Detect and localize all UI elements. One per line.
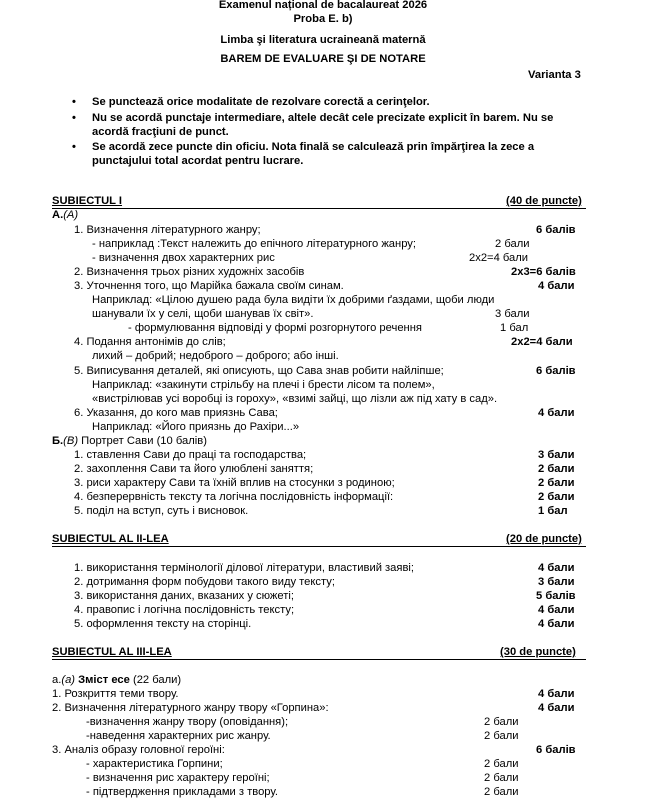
variant-label: Varianta 3: [528, 69, 581, 81]
b-item-3-points: 2 бали: [538, 477, 575, 489]
b-item-2-points: 2 бали: [538, 463, 575, 475]
item-1: 1. Визначення літературного жанру;: [74, 224, 261, 236]
item-6-a: Наприклад: «Його приязнь до Рахіри...»: [92, 421, 300, 433]
item-5-b: «вистрілював усі воробці із гороху», «взимі зайці, що лізли аж під хату в сад».: [92, 393, 498, 405]
s2-item-1: 1. використання термінології ділової літератури, властивий заяві;: [74, 562, 414, 574]
s3-item-3-a-points: 2 бали: [484, 758, 519, 770]
s3-item-1-points: 4 бали: [538, 688, 575, 700]
s2-item-1-points: 4 бали: [538, 562, 575, 574]
s2-item-3-points: 5 балів: [536, 590, 576, 602]
s3-item-2-points: 4 бали: [538, 702, 575, 714]
item-3-b: шанували їх у селі, щоби шанував їх світ».: [92, 308, 314, 320]
exam-title: Examenul național de bacalaureat 2026: [218, 0, 428, 11]
item-6-points: 4 бали: [538, 407, 575, 419]
item-6: 6. Указання, до кого мав приязнь Сава;: [74, 407, 278, 419]
item-1-b: - визначення двох характерних рис: [92, 252, 275, 264]
b-item-4-points: 2 бали: [538, 491, 575, 503]
s3-item-2-a: -визначення жанру твору (оповідання);: [86, 716, 289, 728]
section-divider: [52, 546, 586, 547]
item-4-a: лихий – добрий; недоброго – доброго; або інші.: [92, 350, 339, 362]
s2-item-5-points: 4 бали: [538, 618, 575, 630]
s3-item-2: 2. Визначення літературного жанру твору «Горпина»:: [52, 702, 329, 714]
item-5: 5. Виписування деталей, які описують, що Сава знав робити найліпше;: [74, 365, 444, 377]
item-3-c: - формулювання відповіді у формі розгорнутого речення: [128, 322, 422, 334]
s3-item-2-b: -наведення характерних рис жанру.: [86, 730, 271, 742]
s2-item-3: 3. використання даних, вказаних у сюжеті;: [74, 590, 294, 602]
item-2-points: 2х3=6 балів: [511, 266, 576, 278]
item-3-points: 4 бали: [538, 280, 575, 292]
b-item-1-points: 3 бали: [538, 449, 575, 461]
s3-item-1: 1. Розкриття теми твору.: [52, 688, 179, 700]
section-3-title: SUBIECTUL AL III-LEA: [52, 646, 172, 658]
section-1-points: (40 de puncte): [506, 195, 582, 207]
s3-item-3-b: - визначення рис характеру героїні;: [86, 772, 270, 784]
rule-2: Nu se acordă punctaje intermediare, altele decât cele precizate explicit în barem. Nu se acordă fracţiuni de punct.: [92, 112, 554, 138]
item-5-a: Наприклад: «закинути стрільбу на плечі і брести лісом та полем»,: [92, 379, 435, 391]
section-divider: [52, 208, 586, 209]
b-item-2: 2. захоплення Сави та його улюблені заняття;: [74, 463, 314, 475]
section-divider: [52, 659, 586, 660]
item-3-a: Наприклад: «Цілою душею рада була видіти їх добрими ґаздами, щоби люди: [92, 294, 495, 306]
part-a-label: A.(A): [52, 209, 79, 221]
s3-item-3-a: - характеристика Горпини;: [86, 758, 223, 770]
rule-3: Se acordă zece puncte din oficiu. Nota finală se calculează prin împărţirea la zece a punctajului total acordat pentru lucrare.: [92, 141, 535, 167]
rule-bullet: •: [72, 96, 76, 108]
s3-item-2-b-points: 2 бали: [484, 730, 519, 742]
item-3: 3. Уточнення того, що Марійка бажала своїм синам.: [74, 280, 344, 292]
b-item-4: 4. безперервність тексту та логічна послідовність інформації:: [74, 491, 394, 503]
part-b-title: Б.(B) Портрет Сави (10 балів): [52, 435, 207, 447]
rule-1: Se punctează orice modalitate de rezolvare corectă a cerinţelor.: [92, 96, 430, 108]
b-item-5: 5. поділ на вступ, суть і висновок.: [74, 505, 249, 517]
item-1-a-points: 2 бали: [495, 238, 530, 250]
s2-item-2: 2. дотримання форм побудови такого виду тексту;: [74, 576, 335, 588]
item-1-points: 6 балів: [536, 224, 576, 236]
exam-probe: Proba E. b): [293, 13, 353, 25]
item-2: 2. Визначення трьох різних художніх засобів: [74, 266, 305, 278]
b-item-1: 1. ставлення Сави до праці та господарства;: [74, 449, 307, 461]
rule-bullet: •: [72, 112, 76, 124]
section-1-title: SUBIECTUL I: [52, 195, 123, 207]
item-4-points: 2х2=4 бали: [511, 336, 573, 348]
item-5-points: 6 балів: [536, 365, 576, 377]
rule-bullet: •: [72, 141, 76, 153]
s2-item-4: 4. правопис і логічна послідовність тексту;: [74, 604, 295, 616]
s3-item-3-c-points: 2 бали: [484, 786, 519, 798]
barem-title: BAREM DE EVALUARE ŞI DE NOTARE: [220, 53, 426, 65]
b-item-5-points: 1 бал: [538, 505, 568, 517]
item-3-b-points: 3 бали: [495, 308, 530, 320]
s3-item-3: 3. Аналіз образу головної героїні:: [52, 744, 225, 756]
b-item-3: 3. риси характеру Сави та їхній вплив на стосунки з родиною;: [74, 477, 395, 489]
item-4: 4. Подання антонімів до слів;: [74, 336, 226, 348]
s2-item-2-points: 3 бали: [538, 576, 575, 588]
item-1-a: - наприклад :Текст належить до епічного літературного жанру;: [92, 238, 417, 250]
s3-item-3-b-points: 2 бали: [484, 772, 519, 784]
s3-item-3-points: 6 балів: [536, 744, 576, 756]
s3-item-3-c: - підтвердження прикладами з твору.: [86, 786, 278, 798]
s2-item-4-points: 4 бали: [538, 604, 575, 616]
section-2-title: SUBIECTUL AL II-LEA: [52, 533, 169, 545]
item-3-c-points: 1 бал: [500, 322, 529, 334]
s2-item-5: 5. оформлення тексту на сторінці.: [74, 618, 252, 630]
s3-item-2-a-points: 2 бали: [484, 716, 519, 728]
part-a-essay-title: a.(a) Зміст есе (22 бали): [52, 674, 182, 686]
section-3-points: (30 de puncte): [500, 646, 576, 658]
exam-subject: Limba şi literatura ucraineană maternă: [220, 34, 426, 46]
section-2-points: (20 de puncte): [506, 533, 582, 545]
item-1-b-points: 2х2=4 бали: [469, 252, 529, 264]
